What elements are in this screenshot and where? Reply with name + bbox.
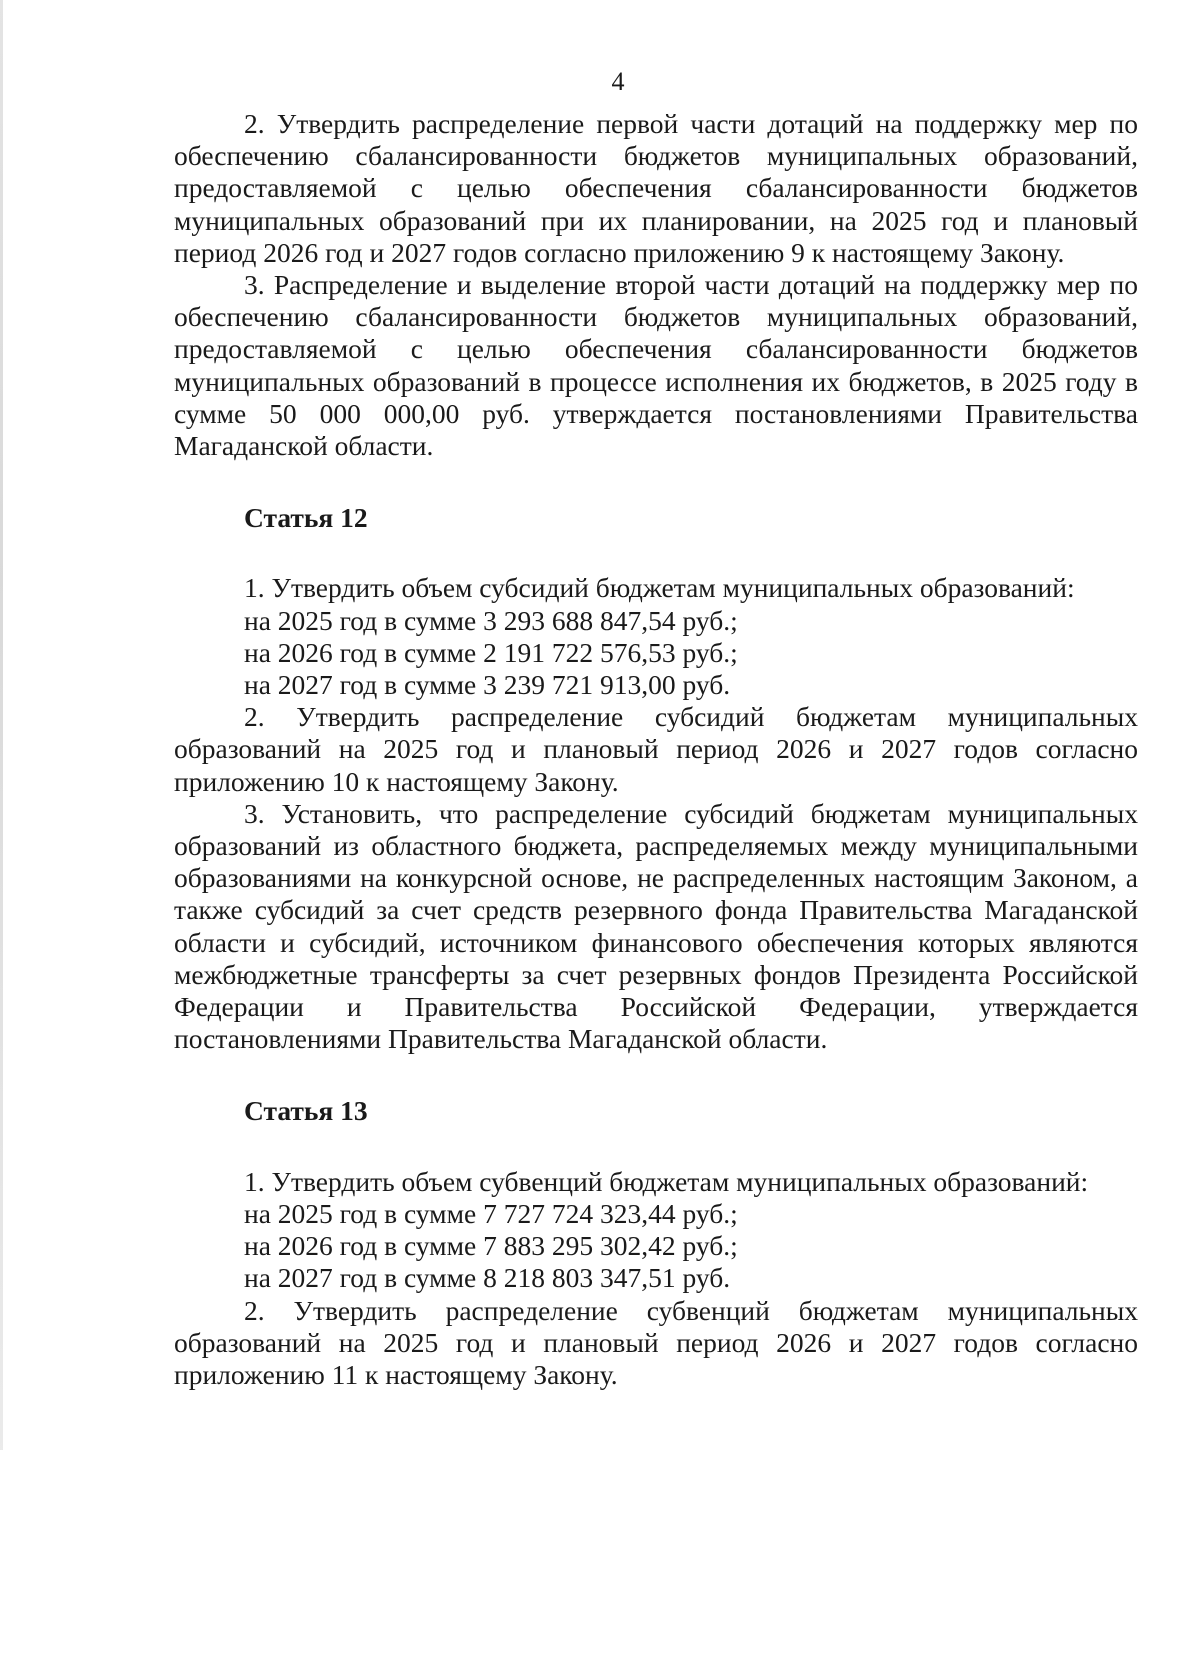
article12-paragraph-3: 3. Установить, что распределение субсидий бюджетам муниципальных образований из областного бюджета, распределяемых между муниципальными образованиями на конкурсной основе, не распределенных настоящим Законом, а также субсидий за счет средств резервного фонда Правительства Магаданской области и субсидий, источником финансового обеспечения которых являются межбюджетные трансферты за счет резервных фондов Президента Российской Федерации и Правительства Российской Федерации, утверждается постановлениями Правительства Магаданской области.	[174, 797, 1138, 1055]
article11-paragraph-2: 2. Утвердить распределение первой части дотаций на поддержку мер по обеспечению сбалансированности бюджетов муниципальных образований, предоставляемой с целью обеспечения сбалансированности бюджетов муниципальных образований при их планировании, на 2025 год и плановый период 2026 год и 2027 годов согласно приложению 9 к настоящему Закону.	[174, 108, 1138, 268]
article12-paragraph-2: 2. Утвердить распределение субсидий бюджетам муниципальных образований на 2025 год и плановый период 2026 и 2027 годов согласно приложению 10 к настоящему Закону.	[174, 701, 1138, 797]
article12-amount-2027: на 2027 год в сумме 3 239 721 913,00 руб.	[244, 669, 731, 701]
article13-amount-2026: на 2026 год в сумме 7 883 295 302,42 руб.;	[244, 1230, 738, 1262]
article12-paragraph-1-intro: 1. Утвердить объем субсидий бюджетам муниципальных образований:	[244, 572, 1075, 604]
article11-paragraph-3: 3. Распределение и выделение второй части дотаций на поддержку мер по обеспечению сбалансированности бюджетов муниципальных образований, предоставляемой с целью обеспечения сбалансированности бюджетов муниципальных образований в процессе исполнения их бюджетов, в 2025 году в сумме 50 000 000,00 руб. утверждается постановлениями Правительства Магаданской области.	[174, 269, 1138, 462]
article12-amount-2025: на 2025 год в сумме 3 293 688 847,54 руб.;	[244, 604, 738, 636]
article13-paragraph-2: 2. Утвердить распределение субвенций бюджетам муниципальных образований на 2025 год и плановый период 2026 и 2027 годов согласно приложению 11 к настоящему Закону.	[174, 1294, 1138, 1390]
article13-heading: Статья 13	[244, 1095, 368, 1127]
article13-amount-2027: на 2027 год в сумме 8 218 803 347,51 руб.	[244, 1262, 731, 1294]
article13-paragraph-1-intro: 1. Утвердить объем субвенций бюджетам муниципальных образований:	[244, 1165, 1089, 1197]
page-number: 4	[611, 67, 625, 96]
article13-amount-2025: на 2025 год в сумме 7 727 724 323,44 руб.;	[244, 1197, 738, 1229]
scan-edge-shadow	[0, 0, 3, 1450]
article12-heading: Статья 12	[244, 502, 368, 534]
document-body	[174, 108, 1138, 1391]
article12-amount-2026: на 2026 год в сумме 2 191 722 576,53 руб.;	[244, 636, 738, 668]
